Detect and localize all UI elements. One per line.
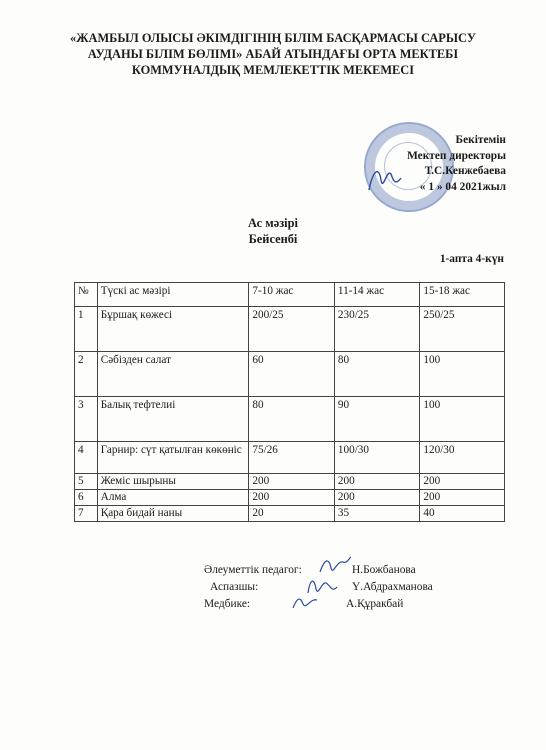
row-portion-7-10: 200/25 — [249, 307, 335, 352]
row-number: 1 — [75, 307, 98, 352]
row-portion-11-14: 200 — [334, 490, 420, 506]
table-row — [75, 352, 505, 397]
row-dish: Сәбізден салат — [97, 352, 249, 397]
row-portion-15-18: 250/25 — [420, 307, 505, 352]
row-portion-7-10: 200 — [249, 490, 335, 506]
header-line-2: АУДАНЫ БІЛІМ БӨЛІМІ» АБАЙ АТЫНДАҒЫ ОРТА МЕКТЕБІ — [87, 47, 459, 61]
signature-row-cook — [204, 579, 484, 596]
header-dish: Түскі ас мәзірі — [97, 283, 249, 307]
row-number: 5 — [75, 474, 98, 490]
approval-position: Мектеп директоры — [407, 149, 506, 162]
row-number: 6 — [75, 490, 98, 506]
signature-block — [204, 562, 484, 613]
header-age-11-14: 11-14 жас — [334, 283, 420, 307]
header-age-7-10: 7-10 жас — [249, 283, 335, 307]
approval-date: « 1 » 04 2021жыл — [419, 180, 506, 193]
row-number: 3 — [75, 397, 98, 442]
header-age-15-18: 15-18 жас — [420, 283, 505, 307]
row-portion-15-18: 120/30 — [420, 442, 505, 474]
row-portion-15-18: 200 — [420, 490, 505, 506]
approval-block — [316, 133, 506, 195]
social-pedagogue-name: Н.Божбанова — [352, 564, 416, 576]
menu-title: Ас мәзірі — [248, 216, 298, 230]
row-portion-11-14: 230/25 — [334, 307, 420, 352]
row-dish: Балық тефтелиі — [97, 397, 249, 442]
signature-row-nurse — [204, 596, 484, 613]
row-portion-15-18: 200 — [420, 474, 505, 490]
table-row — [75, 397, 505, 442]
nurse-name: А.Құракбай — [346, 598, 404, 610]
approval-title: Бекітемін — [455, 134, 506, 146]
row-portion-7-10: 200 — [249, 474, 335, 490]
header-number: № — [75, 283, 98, 307]
row-portion-7-10: 75/26 — [249, 442, 335, 474]
menu-table — [74, 282, 505, 522]
header-line-3: КОММУНАЛДЫҚ МЕМЛЕКЕТТІК МЕКЕМЕСІ — [131, 63, 415, 77]
row-portion-15-18: 100 — [420, 352, 505, 397]
row-number: 7 — [75, 506, 98, 522]
cook-name: Ү.Абдрахманова — [352, 581, 433, 593]
row-portion-11-14: 100/30 — [334, 442, 420, 474]
row-dish: Бұршақ көжесі — [97, 307, 249, 352]
approval-director-name: Т.С.Кенжебаева — [424, 165, 506, 177]
week-day-label: 1-апта 4-күн — [439, 253, 504, 265]
table-row — [75, 506, 505, 522]
row-portion-7-10: 20 — [249, 506, 335, 522]
row-dish: Қара бидай наны — [97, 506, 249, 522]
row-portion-11-14: 90 — [334, 397, 420, 442]
row-number: 4 — [75, 442, 98, 474]
row-dish: Алма — [97, 490, 249, 506]
header-line-1: «ЖАМБЫЛ ОЛЫСЫ ӘКІМДІГІНІҢ БІЛІМ БАСҚАРМАСЫ САРЫСУ — [70, 31, 476, 45]
table-row — [75, 307, 505, 352]
nurse-signature — [290, 592, 320, 612]
row-number: 2 — [75, 352, 98, 397]
table-row — [75, 474, 505, 490]
school-header — [40, 30, 506, 78]
row-dish: Жеміс шырыны — [97, 474, 249, 490]
table-header-row — [75, 283, 505, 307]
row-portion-15-18: 40 — [420, 506, 505, 522]
row-portion-11-14: 35 — [334, 506, 420, 522]
row-portion-11-14: 80 — [334, 352, 420, 397]
row-portion-15-18: 100 — [420, 397, 505, 442]
row-dish: Гарнир: сүт қатылған көкөніс — [97, 442, 249, 474]
social-pedagogue-role: Әлеуметтік педагог: — [204, 564, 302, 576]
cook-role: Аспазшы: — [210, 581, 259, 593]
nurse-role: Медбике: — [204, 598, 251, 610]
menu-day: Бейсенбі — [248, 231, 298, 246]
signature-row-social — [204, 562, 484, 579]
row-portion-11-14: 200 — [334, 474, 420, 490]
row-portion-7-10: 80 — [249, 397, 335, 442]
table-row — [75, 490, 505, 506]
row-portion-7-10: 60 — [249, 352, 335, 397]
menu-title-block — [0, 216, 546, 247]
table-row — [75, 442, 505, 474]
